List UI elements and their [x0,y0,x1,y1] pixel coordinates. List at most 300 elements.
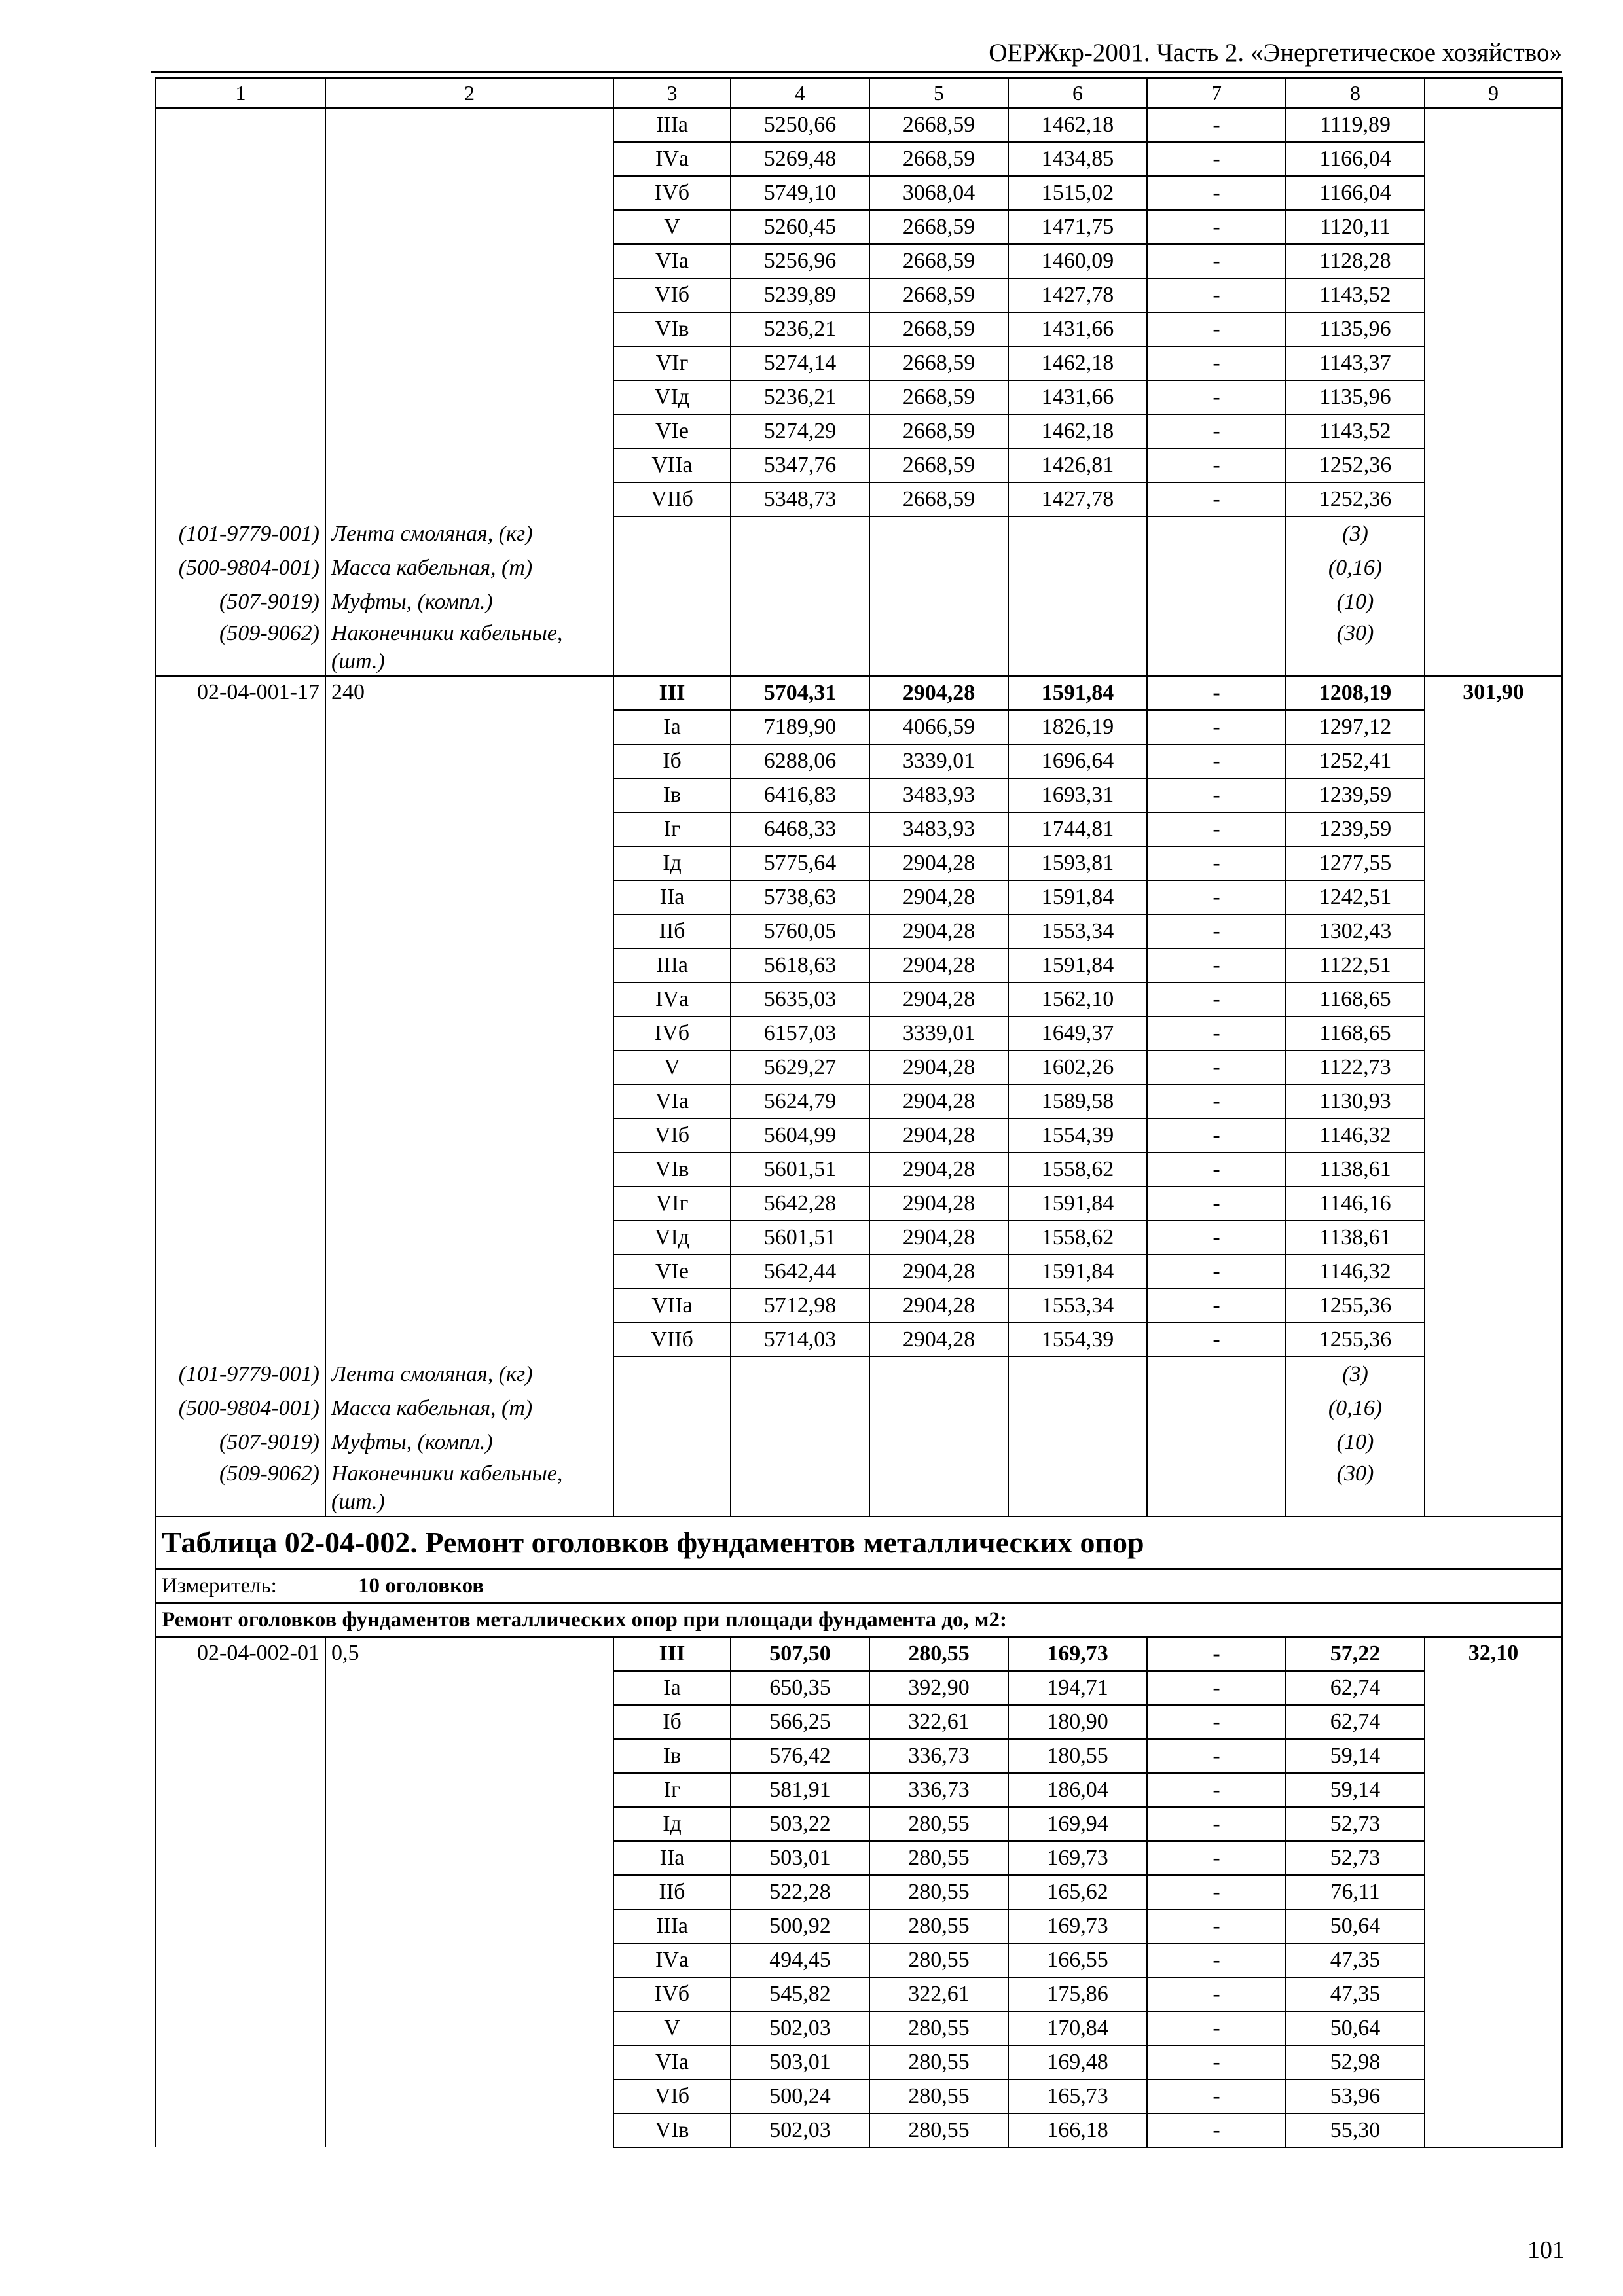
materials-cost-cell: 62,74 [1286,1671,1425,1705]
wages-cell: 2668,59 [869,108,1008,142]
running-header: ОЕРЖкр-2001. Часть 2. «Энергетическое хозяйство» [989,39,1562,67]
materials-cost-cell: 1166,04 [1286,142,1425,176]
labor-cell: 32,10 [1425,1637,1562,2147]
materials-cost-cell: 59,14 [1286,1773,1425,1807]
driver-wages-cell: - [1147,778,1286,812]
materials-cost-cell: 1255,36 [1286,1323,1425,1357]
machine-cost-cell: 1558,62 [1008,1153,1147,1187]
zone-cell: VIв [613,1153,731,1187]
table-row [156,1637,1562,1671]
total-cost-cell: 545,82 [731,1977,869,2011]
wages-cell: 2904,28 [869,880,1008,914]
wages-cell: 280,55 [869,2011,1008,2045]
total-cost-cell: 507,50 [731,1637,869,1671]
material-qty: (0,16) [1328,1396,1383,1420]
materials-cost-cell: 55,30 [1286,2113,1425,2147]
wages-cell: 2668,59 [869,380,1008,414]
wages-cell: 280,55 [869,2045,1008,2079]
material-code: (509-9062) [219,1461,319,1486]
wages-cell: 2668,59 [869,448,1008,482]
driver-wages-cell: - [1147,244,1286,278]
materials-cost-cell: 52,73 [1286,1807,1425,1841]
total-cost-cell: 5274,29 [731,414,869,448]
wages-cell: 2904,28 [869,1323,1008,1357]
machine-cost-cell: 1591,84 [1008,948,1147,982]
zone-cell: VIа [613,1085,731,1119]
machine-cost-cell: 166,55 [1008,1943,1147,1977]
material-name: Лента смоляная, (кг) [331,521,533,546]
subtitle-row [156,1603,1562,1637]
page-number: 101 [1527,2236,1565,2264]
material-name: Наконечники кабельные, (шт.) [331,620,563,673]
materials-cost-cell: 1252,41 [1286,744,1425,778]
zone-cell: IVа [613,1943,731,1977]
empty-cell [731,516,869,676]
driver-wages-cell: - [1147,448,1286,482]
materials-cost-cell: 52,98 [1286,2045,1425,2079]
materials-row [156,1357,1562,1516]
total-cost-cell: 5624,79 [731,1085,869,1119]
machine-cost-cell: 175,86 [1008,1977,1147,2011]
machine-cost-cell: 1553,34 [1008,1289,1147,1323]
driver-wages-cell: - [1147,1637,1286,1671]
total-cost-cell: 5239,89 [731,278,869,312]
zone-cell: V [613,210,731,244]
wages-cell: 2904,28 [869,914,1008,948]
total-cost-cell: 5618,63 [731,948,869,982]
driver-wages-cell: - [1147,482,1286,516]
materials-cost-cell: 1135,96 [1286,312,1425,346]
driver-wages-cell: - [1147,982,1286,1016]
total-cost-cell: 5274,14 [731,346,869,380]
zone-cell: VIа [613,2045,731,2079]
total-cost-cell: 5269,48 [731,142,869,176]
meter-cell [156,1569,1562,1603]
wages-cell: 2904,28 [869,1221,1008,1255]
driver-wages-cell: - [1147,812,1286,846]
driver-wages-cell: - [1147,914,1286,948]
zone-cell: Iд [613,1807,731,1841]
zone-cell: Iв [613,778,731,812]
material-name: Муфты, (компл.) [331,1429,493,1454]
zone-cell: VIд [613,1221,731,1255]
material-name: Муфты, (компл.) [331,589,493,614]
wages-cell: 280,55 [869,2079,1008,2113]
material-code: (507-9019) [219,589,319,614]
zone-cell: Iг [613,812,731,846]
machine-cost-cell: 1462,18 [1008,346,1147,380]
zone-cell: IVа [613,982,731,1016]
materials-cost-cell: 1208,19 [1286,676,1425,710]
materials-cost-cell: 1166,04 [1286,176,1425,210]
zone-cell: Iб [613,1705,731,1739]
empty-cell [613,516,731,676]
total-cost-cell: 5604,99 [731,1119,869,1153]
zone-cell: IVб [613,1016,731,1050]
materials-cost-cell: 1252,36 [1286,448,1425,482]
driver-wages-cell: - [1147,1739,1286,1773]
machine-cost-cell: 1826,19 [1008,710,1147,744]
materials-cost-cell: 50,64 [1286,1909,1425,1943]
empty-cell [869,516,1008,676]
total-cost-cell: 5601,51 [731,1153,869,1187]
material-code: (500-9804-001) [178,1395,319,1420]
machine-cost-cell: 180,90 [1008,1705,1147,1739]
wages-cell: 280,55 [869,1909,1008,1943]
materials-cost-cell: 1146,32 [1286,1255,1425,1289]
total-cost-cell: 6416,83 [731,778,869,812]
machine-cost-cell: 169,94 [1008,1807,1147,1841]
total-cost-cell: 5256,96 [731,244,869,278]
rate-parameter: 0,5 [325,1637,613,2147]
materials-cost-cell: 1130,93 [1286,1085,1425,1119]
material-qty: (0,16) [1328,556,1383,580]
wages-cell: 2904,28 [869,1085,1008,1119]
material-code: (507-9019) [219,1429,319,1454]
driver-wages-cell: - [1147,108,1286,142]
driver-wages-cell: - [1147,1909,1286,1943]
machine-cost-cell: 1462,18 [1008,108,1147,142]
total-cost-cell: 5348,73 [731,482,869,516]
zone-cell: VIв [613,312,731,346]
material-names-cell [325,1357,613,1516]
material-name: Лента смоляная, (кг) [331,1361,533,1386]
material-name: Наконечники кабельные, (шт.) [331,1461,563,1514]
column-number: 9 [1425,78,1562,108]
material-qty: (30) [1336,1462,1374,1486]
driver-wages-cell: - [1147,1255,1286,1289]
driver-wages-cell: - [1147,1875,1286,1909]
total-cost-cell: 502,03 [731,2011,869,2045]
materials-cost-cell: 62,74 [1286,1705,1425,1739]
total-cost-cell: 5738,63 [731,880,869,914]
driver-wages-cell: - [1147,2113,1286,2147]
empty-cell [1008,516,1147,676]
materials-cost-cell: 1277,55 [1286,846,1425,880]
zone-cell: VIIб [613,1323,731,1357]
driver-wages-cell: - [1147,142,1286,176]
driver-wages-cell: - [1147,1841,1286,1875]
total-cost-cell: 503,22 [731,1807,869,1841]
zone-cell: III [613,1637,731,1671]
zone-cell: IIб [613,914,731,948]
rate-code: 02-04-001-17 [156,676,325,1357]
machine-cost-cell: 1744,81 [1008,812,1147,846]
zone-cell: VIа [613,244,731,278]
total-cost-cell: 6157,03 [731,1016,869,1050]
driver-wages-cell: - [1147,1119,1286,1153]
machine-cost-cell: 1434,85 [1008,142,1147,176]
material-names-cell [325,516,613,676]
estimate-table [155,77,1563,2148]
wages-cell: 392,90 [869,1671,1008,1705]
empty-cell [1147,516,1286,676]
empty-cell [731,1357,869,1516]
meter-row [156,1569,1562,1603]
wages-cell: 2668,59 [869,414,1008,448]
wages-cell: 322,61 [869,1705,1008,1739]
driver-wages-cell: - [1147,1943,1286,1977]
driver-wages-cell: - [1147,1187,1286,1221]
driver-wages-cell: - [1147,346,1286,380]
materials-cost-cell: 1168,65 [1286,982,1425,1016]
wages-cell: 336,73 [869,1739,1008,1773]
total-cost-cell: 5236,21 [731,312,869,346]
zone-cell: Iб [613,744,731,778]
driver-wages-cell: - [1147,1016,1286,1050]
material-qty: (10) [1336,590,1374,614]
driver-wages-cell: - [1147,312,1286,346]
machine-cost-cell: 1589,58 [1008,1085,1147,1119]
table-title: Таблица 02-04-002. Ремонт оголовков фундаментов металлических опор [156,1516,1562,1569]
total-cost-cell: 576,42 [731,1739,869,1773]
material-code: (509-9062) [219,620,319,645]
wages-cell: 3339,01 [869,1016,1008,1050]
column-number: 7 [1147,78,1286,108]
labor-cell [1425,108,1562,676]
total-cost-cell: 5714,03 [731,1323,869,1357]
wages-cell: 280,55 [869,1807,1008,1841]
driver-wages-cell: - [1147,846,1286,880]
machine-cost-cell: 1460,09 [1008,244,1147,278]
wages-cell: 2904,28 [869,1187,1008,1221]
driver-wages-cell: - [1147,176,1286,210]
machine-cost-cell: 169,48 [1008,2045,1147,2079]
zone-cell: IVб [613,176,731,210]
zone-cell: IIIа [613,108,731,142]
driver-wages-cell: - [1147,880,1286,914]
code-cell [156,108,325,516]
driver-wages-cell: - [1147,1671,1286,1705]
total-cost-cell: 5642,44 [731,1255,869,1289]
wages-cell: 2904,28 [869,1050,1008,1085]
material-qty: (3) [1342,522,1368,546]
zone-cell: VIб [613,2079,731,2113]
column-number: 2 [325,78,613,108]
zone-cell: V [613,1050,731,1085]
materials-cost-cell: 1255,36 [1286,1289,1425,1323]
total-cost-cell: 5260,45 [731,210,869,244]
machine-cost-cell: 1591,84 [1008,676,1147,710]
driver-wages-cell: - [1147,676,1286,710]
zone-cell: VIб [613,278,731,312]
wages-cell: 4066,59 [869,710,1008,744]
zone-cell: IVа [613,142,731,176]
table-row [156,676,1562,710]
zone-cell: VIв [613,2113,731,2147]
materials-cost-cell: 1143,52 [1286,278,1425,312]
total-cost-cell: 6288,06 [731,744,869,778]
total-cost-cell: 503,01 [731,1841,869,1875]
total-cost-cell: 581,91 [731,1773,869,1807]
machine-cost-cell: 180,55 [1008,1739,1147,1773]
machine-cost-cell: 1554,39 [1008,1119,1147,1153]
total-cost-cell: 5347,76 [731,448,869,482]
total-cost-cell: 5760,05 [731,914,869,948]
machine-cost-cell: 165,73 [1008,2079,1147,2113]
total-cost-cell: 5642,28 [731,1187,869,1221]
wages-cell: 280,55 [869,2113,1008,2147]
total-cost-cell: 5236,21 [731,380,869,414]
machine-cost-cell: 169,73 [1008,1637,1147,1671]
materials-cost-cell: 53,96 [1286,2079,1425,2113]
driver-wages-cell: - [1147,278,1286,312]
total-cost-cell: 502,03 [731,2113,869,2147]
machine-cost-cell: 1426,81 [1008,448,1147,482]
zone-cell: Iв [613,1739,731,1773]
table-subtitle: Ремонт оголовков фундаментов металлических опор при площади фундамента до, м2: [156,1603,1562,1637]
machine-cost-cell: 1558,62 [1008,1221,1147,1255]
machine-cost-cell: 1649,37 [1008,1016,1147,1050]
machine-cost-cell: 1462,18 [1008,414,1147,448]
machine-cost-cell: 169,73 [1008,1909,1147,1943]
wages-cell: 280,55 [869,1841,1008,1875]
wages-cell: 2904,28 [869,948,1008,982]
wages-cell: 2668,59 [869,346,1008,380]
materials-cost-cell: 1135,96 [1286,380,1425,414]
machine-cost-cell: 1696,64 [1008,744,1147,778]
meter-value: 10 оголовков [358,1574,484,1598]
total-cost-cell: 5601,51 [731,1221,869,1255]
wages-cell: 2668,59 [869,312,1008,346]
driver-wages-cell: - [1147,1807,1286,1841]
machine-cost-cell: 166,18 [1008,2113,1147,2147]
column-number: 3 [613,78,731,108]
driver-wages-cell: - [1147,1323,1286,1357]
driver-wages-cell: - [1147,744,1286,778]
materials-cost-cell: 1252,36 [1286,482,1425,516]
zone-cell: V [613,2011,731,2045]
wages-cell: 322,61 [869,1977,1008,2011]
machine-cost-cell: 1471,75 [1008,210,1147,244]
wages-cell: 2668,59 [869,244,1008,278]
zone-cell: IIIа [613,1909,731,1943]
materials-cost-cell: 1146,32 [1286,1119,1425,1153]
machine-cost-cell: 1431,66 [1008,312,1147,346]
table-title-row [156,1516,1562,1569]
wages-cell: 2668,59 [869,210,1008,244]
wages-cell: 2904,28 [869,1119,1008,1153]
total-cost-cell: 650,35 [731,1671,869,1705]
material-name: Масса кабельная, (т) [331,555,533,580]
materials-cost-cell: 1239,59 [1286,812,1425,846]
materials-cost-cell: 1122,51 [1286,948,1425,982]
machine-cost-cell: 1602,26 [1008,1050,1147,1085]
total-cost-cell: 5712,98 [731,1289,869,1323]
total-cost-cell: 500,92 [731,1909,869,1943]
wages-cell: 2904,28 [869,1153,1008,1187]
column-number: 6 [1008,78,1147,108]
wages-cell: 280,55 [869,1637,1008,1671]
machine-cost-cell: 1591,84 [1008,1187,1147,1221]
materials-cost-cell: 1138,61 [1286,1153,1425,1187]
driver-wages-cell: - [1147,1773,1286,1807]
zone-cell: IIа [613,1841,731,1875]
materials-cost-cell: 1143,37 [1286,346,1425,380]
column-number: 5 [869,78,1008,108]
wages-cell: 3068,04 [869,176,1008,210]
wages-cell: 3483,93 [869,812,1008,846]
total-cost-cell: 5749,10 [731,176,869,210]
column-number: 4 [731,78,869,108]
materials-cost-cell: 47,35 [1286,1977,1425,2011]
column-number: 1 [156,78,325,108]
wages-cell: 280,55 [869,1875,1008,1909]
labor-cell: 301,90 [1425,676,1562,1516]
materials-cost-cell: 1138,61 [1286,1221,1425,1255]
zone-cell: IIб [613,1875,731,1909]
materials-cost-cell: 1302,43 [1286,914,1425,948]
materials-cost-cell: 52,73 [1286,1841,1425,1875]
total-cost-cell: 566,25 [731,1705,869,1739]
total-cost-cell: 5250,66 [731,108,869,142]
total-cost-cell: 5704,31 [731,676,869,710]
materials-cost-cell: 1119,89 [1286,108,1425,142]
driver-wages-cell: - [1147,210,1286,244]
total-cost-cell: 5635,03 [731,982,869,1016]
wages-cell: 2668,59 [869,278,1008,312]
materials-cost-cell: 57,22 [1286,1637,1425,1671]
machine-cost-cell: 1693,31 [1008,778,1147,812]
driver-wages-cell: - [1147,1153,1286,1187]
materials-cost-cell: 1122,73 [1286,1050,1425,1085]
wages-cell: 2904,28 [869,676,1008,710]
materials-cost-cell: 1120,11 [1286,210,1425,244]
total-cost-cell: 5775,64 [731,846,869,880]
driver-wages-cell: - [1147,948,1286,982]
wages-cell: 2668,59 [869,482,1008,516]
materials-cost-cell: 50,64 [1286,2011,1425,2045]
zone-cell: VIе [613,414,731,448]
machine-cost-cell: 186,04 [1008,1773,1147,1807]
zone-cell: Iд [613,846,731,880]
header-rule [151,71,1562,73]
materials-cost-cell: 1146,16 [1286,1187,1425,1221]
material-code: (101-9779-001) [178,1361,319,1386]
machine-cost-cell: 1554,39 [1008,1323,1147,1357]
machine-cost-cell: 165,62 [1008,1875,1147,1909]
zone-cell: Iа [613,1671,731,1705]
driver-wages-cell: - [1147,380,1286,414]
material-qty: (10) [1336,1430,1374,1454]
total-cost-cell: 7189,90 [731,710,869,744]
materials-cost-cell: 1239,59 [1286,778,1425,812]
zone-cell: VIIа [613,448,731,482]
materials-row [156,516,1562,676]
driver-wages-cell: - [1147,414,1286,448]
empty-cell [1147,1357,1286,1516]
materials-cost-cell: 1143,52 [1286,414,1425,448]
driver-wages-cell: - [1147,1050,1286,1085]
wages-cell: 336,73 [869,1773,1008,1807]
material-qty-cell [1286,1357,1425,1516]
driver-wages-cell: - [1147,1977,1286,2011]
driver-wages-cell: - [1147,2079,1286,2113]
zone-cell: IIIа [613,948,731,982]
total-cost-cell: 503,01 [731,2045,869,2079]
total-cost-cell: 6468,33 [731,812,869,846]
wages-cell: 3339,01 [869,744,1008,778]
machine-cost-cell: 1591,84 [1008,880,1147,914]
machine-cost-cell: 170,84 [1008,2011,1147,2045]
wages-cell: 2904,28 [869,982,1008,1016]
zone-cell: VIд [613,380,731,414]
machine-cost-cell: 1591,84 [1008,1255,1147,1289]
driver-wages-cell: - [1147,1085,1286,1119]
rate-code: 02-04-002-01 [156,1637,325,2147]
materials-cost-cell: 1297,12 [1286,710,1425,744]
zone-cell: IIа [613,880,731,914]
